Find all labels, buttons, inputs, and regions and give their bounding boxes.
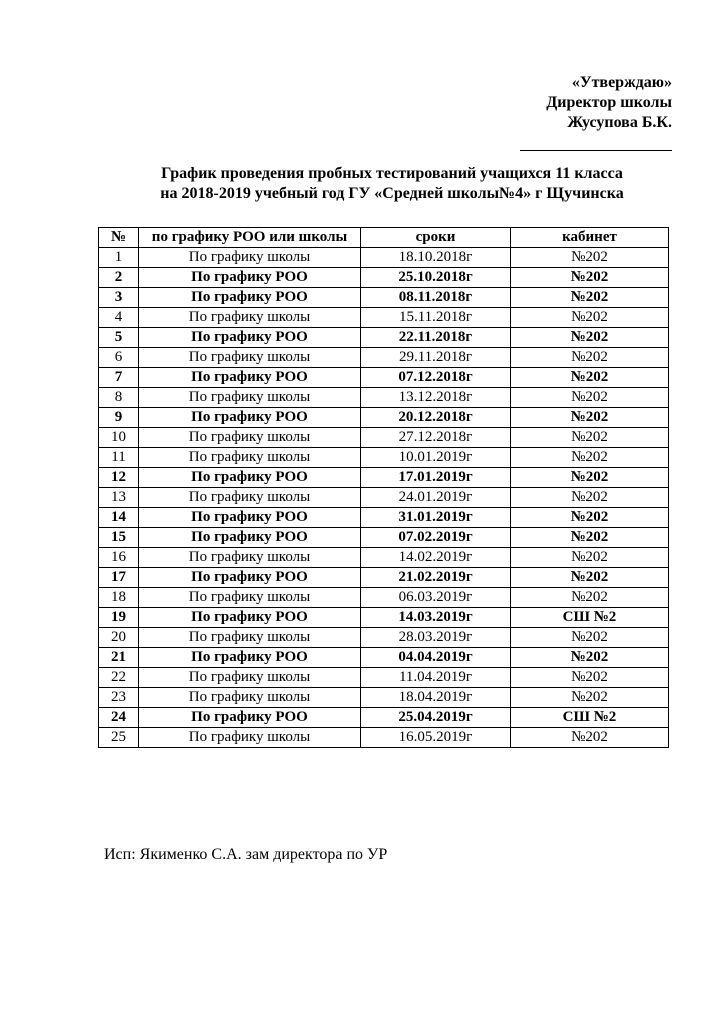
cell-number: 23 (99, 688, 139, 708)
table-row (99, 608, 669, 628)
cell-room: №202 (511, 268, 669, 288)
cell-date: 28.03.2019г (361, 628, 511, 648)
cell-schedule-type: По графику РОО (139, 708, 361, 728)
cell-schedule-type: По графику РОО (139, 468, 361, 488)
cell-room: СШ №2 (511, 708, 669, 728)
cell-date: 29.11.2018г (361, 348, 511, 368)
cell-number: 24 (99, 708, 139, 728)
cell-date: 31.01.2019г (361, 508, 511, 528)
table-row (99, 588, 669, 608)
table-row (99, 368, 669, 388)
cell-room: №202 (511, 548, 669, 568)
title-line-1: График проведения пробных тестирований учащихся 11 класса (161, 165, 623, 182)
table-row (99, 708, 669, 728)
cell-schedule-type: По графику школы (139, 628, 361, 648)
table-row (99, 308, 669, 328)
cell-room: №202 (511, 248, 669, 268)
cell-room: №202 (511, 408, 669, 428)
cell-schedule-type: По графику школы (139, 448, 361, 468)
cell-number: 8 (99, 388, 139, 408)
table-row (99, 688, 669, 708)
table-row (99, 408, 669, 428)
cell-room: №202 (511, 448, 669, 468)
table-row (99, 548, 669, 568)
title-line-2: на 2018-2019 учебный год ГУ «Средней школы№4» г Щучинска (160, 185, 624, 202)
cell-schedule-type: По графику школы (139, 588, 361, 608)
cell-room: №202 (511, 568, 669, 588)
approval-name: Жусупова Б.К. (567, 114, 672, 131)
cell-number: 25 (99, 728, 139, 748)
cell-date: 04.04.2019г (361, 648, 511, 668)
cell-room: №202 (511, 628, 669, 648)
cell-date: 14.03.2019г (361, 608, 511, 628)
cell-schedule-type: По графику школы (139, 248, 361, 268)
cell-room: №202 (511, 428, 669, 448)
cell-number: 20 (99, 628, 139, 648)
table-row (99, 288, 669, 308)
table-row (99, 648, 669, 668)
cell-number: 2 (99, 268, 139, 288)
cell-room: №202 (511, 348, 669, 368)
cell-schedule-type: По графику РОО (139, 408, 361, 428)
cell-schedule-type: По графику школы (139, 428, 361, 448)
document-title (0, 164, 724, 204)
cell-number: 21 (99, 648, 139, 668)
cell-date: 25.04.2019г (361, 708, 511, 728)
cell-room: №202 (511, 508, 669, 528)
cell-number: 19 (99, 608, 139, 628)
cell-schedule-type: По графику школы (139, 488, 361, 508)
cell-number: 15 (99, 528, 139, 548)
cell-room: №202 (511, 488, 669, 508)
cell-date: 22.11.2018г (361, 328, 511, 348)
cell-date: 18.04.2019г (361, 688, 511, 708)
cell-schedule-type: По графику школы (139, 688, 361, 708)
header-date: сроки (361, 228, 511, 248)
table-row (99, 448, 669, 468)
cell-number: 6 (99, 348, 139, 368)
cell-schedule-type: По графику РОО (139, 288, 361, 308)
cell-schedule-type: По графику школы (139, 548, 361, 568)
executor-note: Исп: Якименко С.А. зам директора по УР (104, 846, 388, 863)
cell-number: 17 (99, 568, 139, 588)
cell-date: 14.02.2019г (361, 548, 511, 568)
cell-number: 11 (99, 448, 139, 468)
cell-room: №202 (511, 588, 669, 608)
table-row (99, 728, 669, 748)
schedule-table (98, 227, 669, 748)
table-row (99, 388, 669, 408)
cell-number: 4 (99, 308, 139, 328)
table-row (99, 248, 669, 268)
header-schedule-type: по графику РОО или школы (139, 228, 361, 248)
cell-number: 18 (99, 588, 139, 608)
cell-schedule-type: По графику РОО (139, 528, 361, 548)
table-row (99, 328, 669, 348)
cell-number: 3 (99, 288, 139, 308)
cell-number: 7 (99, 368, 139, 388)
cell-schedule-type: По графику РОО (139, 608, 361, 628)
cell-schedule-type: По графику школы (139, 668, 361, 688)
cell-date: 15.11.2018г (361, 308, 511, 328)
cell-date: 10.01.2019г (361, 448, 511, 468)
table-row (99, 488, 669, 508)
approval-position: Директор школы (546, 94, 672, 111)
table-header-row (99, 228, 669, 248)
cell-number: 5 (99, 328, 139, 348)
cell-number: 10 (99, 428, 139, 448)
cell-room: №202 (511, 388, 669, 408)
cell-room: №202 (511, 468, 669, 488)
cell-date: 20.12.2018г (361, 408, 511, 428)
signature-line (520, 150, 672, 151)
cell-number: 16 (99, 548, 139, 568)
cell-date: 18.10.2018г (361, 248, 511, 268)
cell-schedule-type: По графику РОО (139, 568, 361, 588)
cell-schedule-type: По графику РОО (139, 648, 361, 668)
cell-room: №202 (511, 528, 669, 548)
cell-room: №202 (511, 728, 669, 748)
cell-number: 22 (99, 668, 139, 688)
cell-date: 13.12.2018г (361, 388, 511, 408)
cell-date: 25.10.2018г (361, 268, 511, 288)
table-body (99, 248, 669, 748)
cell-date: 21.02.2019г (361, 568, 511, 588)
cell-schedule-type: По графику школы (139, 348, 361, 368)
cell-number: 14 (99, 508, 139, 528)
table-row (99, 568, 669, 588)
cell-date: 08.11.2018г (361, 288, 511, 308)
cell-schedule-type: По графику РОО (139, 368, 361, 388)
cell-number: 13 (99, 488, 139, 508)
cell-room: №202 (511, 288, 669, 308)
cell-number: 12 (99, 468, 139, 488)
table-row (99, 628, 669, 648)
cell-schedule-type: По графику РОО (139, 268, 361, 288)
cell-room: №202 (511, 328, 669, 348)
table-row (99, 348, 669, 368)
header-room: кабинет (511, 228, 669, 248)
cell-date: 24.01.2019г (361, 488, 511, 508)
cell-date: 16.05.2019г (361, 728, 511, 748)
cell-room: №202 (511, 648, 669, 668)
approval-block (520, 73, 672, 151)
approval-heading: «Утверждаю» (571, 74, 672, 91)
cell-date: 07.12.2018г (361, 368, 511, 388)
cell-number: 1 (99, 248, 139, 268)
cell-schedule-type: По графику школы (139, 388, 361, 408)
cell-room: №202 (511, 668, 669, 688)
table-row (99, 508, 669, 528)
cell-date: 11.04.2019г (361, 668, 511, 688)
cell-date: 17.01.2019г (361, 468, 511, 488)
cell-schedule-type: По графику РОО (139, 328, 361, 348)
cell-room: №202 (511, 308, 669, 328)
table-row (99, 428, 669, 448)
cell-schedule-type: По графику РОО (139, 508, 361, 528)
table-row (99, 528, 669, 548)
cell-room: №202 (511, 368, 669, 388)
cell-schedule-type: По графику школы (139, 728, 361, 748)
header-number: № (99, 228, 139, 248)
cell-number: 9 (99, 408, 139, 428)
table-row (99, 268, 669, 288)
cell-room: №202 (511, 688, 669, 708)
cell-room: СШ №2 (511, 608, 669, 628)
cell-date: 27.12.2018г (361, 428, 511, 448)
cell-date: 06.03.2019г (361, 588, 511, 608)
table-row (99, 668, 669, 688)
table-row (99, 468, 669, 488)
cell-schedule-type: По графику школы (139, 308, 361, 328)
cell-date: 07.02.2019г (361, 528, 511, 548)
